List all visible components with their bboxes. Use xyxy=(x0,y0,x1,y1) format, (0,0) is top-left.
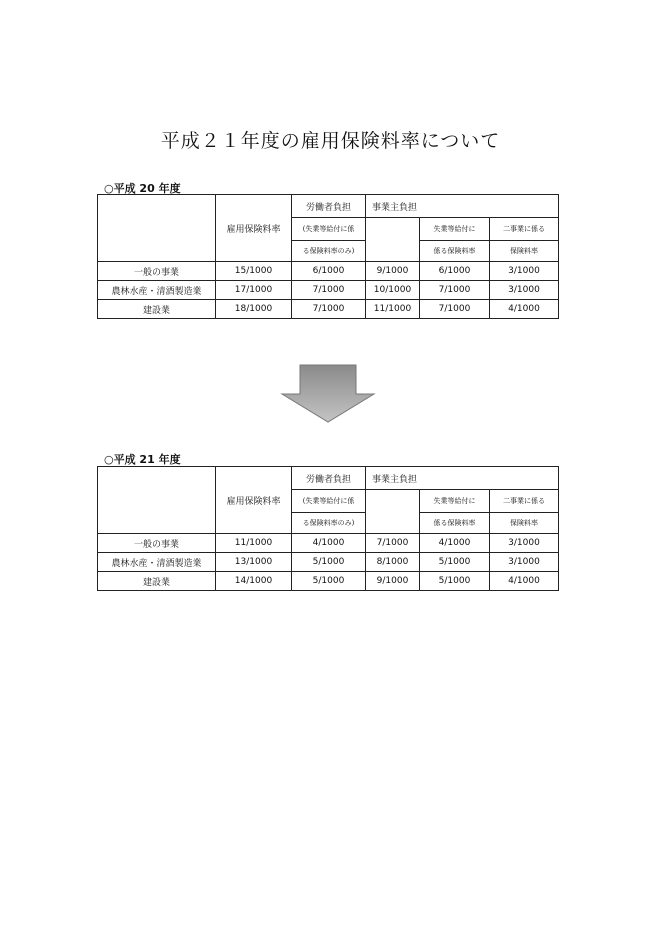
row-label: 農林水産・清酒製造業 xyxy=(98,553,216,572)
cell-unemployment: 7/1000 xyxy=(420,300,490,319)
cell-employer: 11/1000 xyxy=(366,300,420,319)
cell-rate: 14/1000 xyxy=(216,572,292,591)
section-heading-fy21: ○平成 21 年度 xyxy=(104,453,181,466)
cell-worker: 7/1000 xyxy=(292,300,366,319)
row-label: 一般の事業 xyxy=(98,262,216,281)
cell-employer: 9/1000 xyxy=(366,572,420,591)
header-employer-blank xyxy=(366,218,420,262)
table-row xyxy=(98,553,559,572)
cell-employer: 10/1000 xyxy=(366,281,420,300)
table-row xyxy=(98,572,559,591)
header-worker: 労働者負担 xyxy=(292,195,366,218)
header-worker-sub2: る保険料率のみ) xyxy=(292,241,366,262)
header-two-projects-sub1: 二事業に係る xyxy=(490,218,559,241)
row-label: 一般の事業 xyxy=(98,534,216,553)
header-two-projects-sub2: 保険料率 xyxy=(490,513,559,534)
header-unemployment-sub2: 係る保険料率 xyxy=(420,513,490,534)
cell-employer: 7/1000 xyxy=(366,534,420,553)
cell-worker: 6/1000 xyxy=(292,262,366,281)
header-rate: 雇用保険料率 xyxy=(216,195,292,262)
cell-two-projects: 3/1000 xyxy=(490,262,559,281)
header-blank-cell xyxy=(98,467,216,534)
page-title: 平成２１年度の雇用保険料率について xyxy=(160,130,501,152)
cell-rate: 18/1000 xyxy=(216,300,292,319)
cell-rate: 15/1000 xyxy=(216,262,292,281)
cell-two-projects: 3/1000 xyxy=(490,534,559,553)
down-arrow-icon xyxy=(278,364,378,424)
cell-unemployment: 7/1000 xyxy=(420,281,490,300)
header-unemployment-sub1: 失業等給付に xyxy=(420,218,490,241)
cell-worker: 7/1000 xyxy=(292,281,366,300)
header-worker: 労働者負担 xyxy=(292,467,366,490)
cell-worker: 4/1000 xyxy=(292,534,366,553)
cell-two-projects: 4/1000 xyxy=(490,572,559,591)
cell-employer: 9/1000 xyxy=(366,262,420,281)
cell-employer: 8/1000 xyxy=(366,553,420,572)
cell-rate: 11/1000 xyxy=(216,534,292,553)
header-unemployment-sub1: 失業等給付に xyxy=(420,490,490,513)
row-label: 建設業 xyxy=(98,300,216,319)
cell-unemployment: 5/1000 xyxy=(420,572,490,591)
header-employer: 事業主負担 xyxy=(366,195,559,218)
header-worker-sub1: (失業等給付に係 xyxy=(292,490,366,513)
header-worker-sub1: (失業等給付に係 xyxy=(292,218,366,241)
header-unemployment-sub2: 係る保険料率 xyxy=(420,241,490,262)
cell-rate: 13/1000 xyxy=(216,553,292,572)
row-label: 農林水産・清酒製造業 xyxy=(98,281,216,300)
section-heading-fy20: ○平成 20 年度 xyxy=(104,182,181,195)
header-two-projects-sub2: 保険料率 xyxy=(490,241,559,262)
header-worker-sub2: る保険料率のみ) xyxy=(292,513,366,534)
rate-table-fy21 xyxy=(97,466,559,591)
cell-rate: 17/1000 xyxy=(216,281,292,300)
cell-worker: 5/1000 xyxy=(292,553,366,572)
header-employer: 事業主負担 xyxy=(366,467,559,490)
cell-worker: 5/1000 xyxy=(292,572,366,591)
header-rate: 雇用保険料率 xyxy=(216,467,292,534)
cell-two-projects: 3/1000 xyxy=(490,281,559,300)
table-row xyxy=(98,281,559,300)
table-row xyxy=(98,534,559,553)
header-blank-cell xyxy=(98,195,216,262)
header-two-projects-sub1: 二事業に係る xyxy=(490,490,559,513)
table-row xyxy=(98,300,559,319)
cell-unemployment: 4/1000 xyxy=(420,534,490,553)
cell-two-projects: 3/1000 xyxy=(490,553,559,572)
row-label: 建設業 xyxy=(98,572,216,591)
table-row xyxy=(98,262,559,281)
header-employer-blank xyxy=(366,490,420,534)
rate-table-fy20 xyxy=(97,194,559,319)
cell-unemployment: 5/1000 xyxy=(420,553,490,572)
cell-two-projects: 4/1000 xyxy=(490,300,559,319)
cell-unemployment: 6/1000 xyxy=(420,262,490,281)
